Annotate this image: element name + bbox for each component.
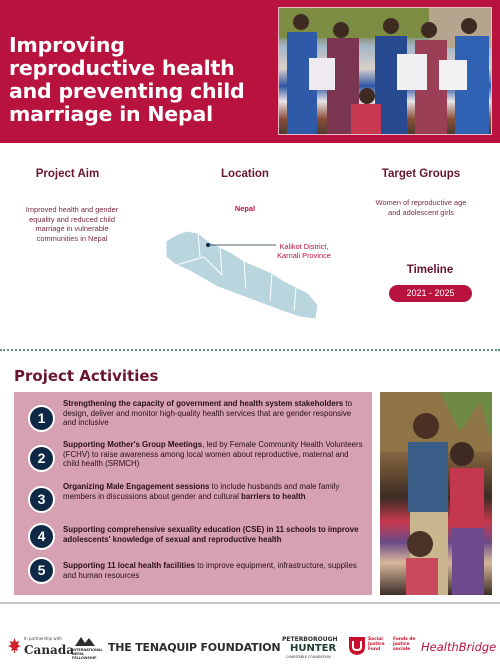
peterborough-logo: PETERBOROUGH (282, 636, 338, 643)
activity-text (63, 440, 366, 469)
number-badge: 4 (28, 523, 55, 550)
activity-highlight: Supporting Mother's Group Meetings (63, 440, 203, 449)
number-badge: 3 (28, 486, 55, 513)
activity-highlight: Supporting comprehensive sexuality education (CSE) in 11 schools to improve adolescents' knowledge of sexual and reproductive health (63, 525, 359, 544)
activity-highlight: Supporting 11 local health facilities (63, 561, 195, 570)
activities-panel (14, 392, 372, 595)
activity-highlight: Strengthening the capacity of government and health system stakeholders (63, 399, 344, 408)
activity-highlight: Organizing Male Engagement sessions (63, 482, 210, 491)
location-province: Karnali Province (277, 251, 331, 260)
healthbridge-logo: HealthBridge (421, 640, 497, 654)
activity-highlight-end: barriers to health (241, 491, 306, 501)
footer-divider (0, 602, 500, 604)
fonds-justice-sociale-logo: Fonds de justice sociale (393, 637, 416, 652)
target-groups-heading: Target Groups (381, 168, 461, 180)
canada-wordmark: Canada (24, 643, 74, 657)
section-divider (0, 349, 500, 351)
hunter-logo: HUNTER (290, 643, 337, 654)
number-badge: 5 (28, 557, 55, 584)
number-badge: 1 (28, 405, 55, 432)
activity-text (63, 525, 366, 544)
number-badge: 2 (28, 445, 55, 472)
activity-text (63, 482, 366, 501)
project-aim-heading: Project Aim (35, 168, 100, 180)
inf-logo-text: INTERNATIONAL NEPAL FELLOWSHIP (72, 648, 103, 660)
location-district: Kalikot District, (279, 242, 329, 251)
inf-logo-icon (73, 635, 103, 647)
women-and-child-image (380, 392, 492, 595)
canada-partnership-note: In partnership with (24, 636, 62, 641)
page-title: Improving reproductive health and preventing child marriage in Nepal (9, 33, 245, 126)
target-groups-text: Women of reproductive age and adolescent girls (375, 198, 467, 217)
activity-text (63, 561, 366, 580)
project-aim-text: Improved health and gender equality and reduced child marriage in vulnerable communities in Nepal (25, 205, 119, 243)
timeline-badge: 2021 - 2025 (389, 285, 472, 302)
location-country: Nepal (234, 204, 256, 213)
hunter-subtitle: CHARITABLE FOUNDATION (286, 655, 331, 659)
group-of-women-image (279, 8, 492, 135)
maple-leaf-icon (8, 638, 21, 653)
location-heading: Location (221, 168, 269, 180)
union-shield-icon (348, 636, 366, 656)
activity-detail: to include husbands and male family members in discussions about gender and cultural (63, 482, 340, 501)
header-banner (0, 0, 500, 143)
activity-text (63, 399, 366, 428)
header-photo (278, 7, 492, 135)
activity-detail: to design, deliver and monitor high-quality health services that are gender responsive and inclusive (63, 399, 352, 428)
tenaquip-logo: THE TENAQUIP FOUNDATION (108, 641, 281, 654)
social-justice-fund-logo: Social Justice Fund (368, 637, 385, 652)
side-photo (380, 392, 492, 595)
activity-detail: , led by Female Community Health Volunteers (FCHV) to raise awareness among local women about reproductive, maternal and child health (SRMCH) (63, 440, 363, 469)
timeline-heading: Timeline (406, 264, 454, 276)
activities-heading: Project Activities (14, 367, 159, 385)
activity-detail: to improve equipment, infrastructure, supplies and human resources (63, 561, 357, 580)
